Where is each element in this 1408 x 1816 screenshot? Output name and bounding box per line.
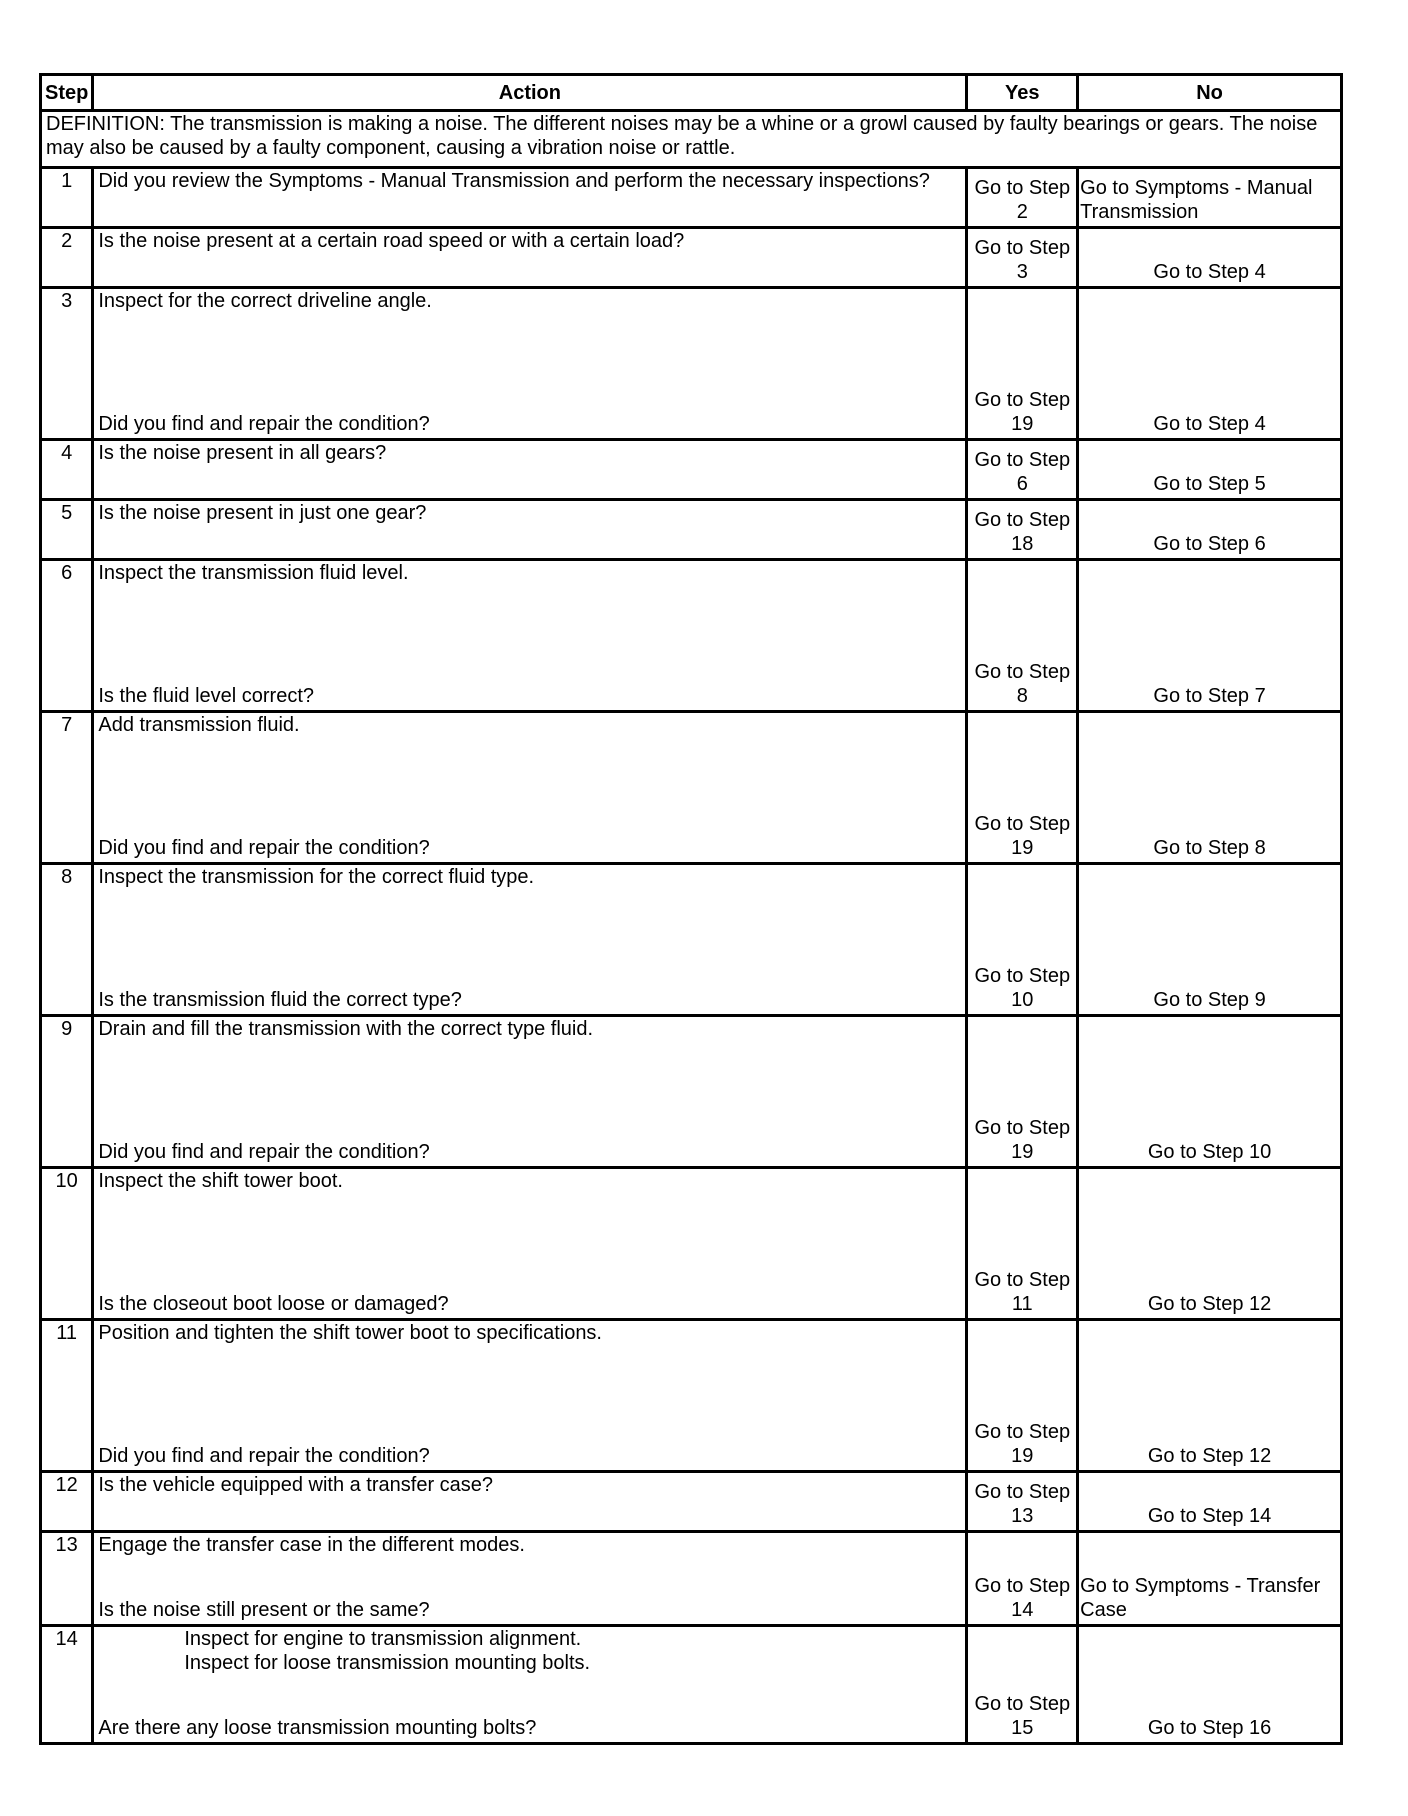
no-text: Go to Step 5 xyxy=(1153,473,1266,495)
header-action: Action xyxy=(93,75,967,111)
no-cell xyxy=(1078,228,1342,288)
table-row xyxy=(41,228,1342,288)
yes-cell xyxy=(967,864,1078,1016)
yes-text: Go to Step 11 xyxy=(974,1269,1071,1315)
yes-cell xyxy=(967,1626,1078,1744)
action-question: Did you find and repair the condition? xyxy=(98,837,430,859)
step-number: 6 xyxy=(41,560,93,712)
action-text: Engage the transfer case in the different modes. xyxy=(98,1534,525,1556)
no-cell xyxy=(1078,1320,1342,1472)
yes-text: Go to Step 15 xyxy=(974,1693,1071,1739)
yes-cell xyxy=(967,1168,1078,1320)
action-question: Is the closeout boot loose or damaged? xyxy=(98,1293,449,1315)
yes-cell xyxy=(967,560,1078,712)
no-cell xyxy=(1078,712,1342,864)
action-question: Is the fluid level correct? xyxy=(98,685,315,707)
no-text: Go to Step 12 xyxy=(1147,1445,1272,1467)
yes-cell xyxy=(967,440,1078,500)
no-text: Go to Step 6 xyxy=(1153,533,1266,555)
no-text: Go to Step 10 xyxy=(1147,1141,1272,1163)
header-no: No xyxy=(1078,75,1342,111)
diagnostic-table xyxy=(39,73,1343,1745)
step-number: 9 xyxy=(41,1016,93,1168)
yes-text: Go to Step 19 xyxy=(974,389,1071,435)
yes-text: Go to Step 18 xyxy=(974,509,1071,555)
action-question: Is the noise still present or the same? xyxy=(98,1599,430,1621)
action-text: Is the noise present in just one gear? xyxy=(98,502,427,524)
no-text: Go to Step 8 xyxy=(1153,837,1266,859)
table-row xyxy=(41,440,1342,500)
action-cell xyxy=(93,228,967,288)
table-row xyxy=(41,500,1342,560)
yes-text: Go to Step 19 xyxy=(974,813,1071,859)
action-text: Is the noise present at a certain road speed or with a certain load? xyxy=(98,230,685,252)
step-number: 2 xyxy=(41,228,93,288)
action-cell xyxy=(93,440,967,500)
action-text: Position and tighten the shift tower boot to specifications. xyxy=(98,1322,602,1344)
action-cell xyxy=(93,1626,967,1744)
yes-cell xyxy=(967,228,1078,288)
table-header-row xyxy=(41,75,1342,111)
action-text: Add transmission fluid. xyxy=(98,714,300,736)
table-row xyxy=(41,1626,1342,1744)
table-row xyxy=(41,1016,1342,1168)
action-text: Inspect the transmission fluid level. xyxy=(98,562,409,584)
definition-text: DEFINITION: The transmission is making a noise. The different noises may be a whine or a growl caused by faulty bearings or gears. The noise may also be caused by a faulty component, causing a vibration noise or rattle. xyxy=(41,111,1342,168)
no-cell xyxy=(1078,500,1342,560)
action-cell xyxy=(93,712,967,864)
action-cell xyxy=(93,1320,967,1472)
yes-text: Go to Step 13 xyxy=(974,1481,1071,1527)
action-text: Did you review the Symptoms - Manual Transmission and perform the necessary inspections? xyxy=(98,170,930,192)
no-text: Go to Step 4 xyxy=(1153,261,1266,283)
action-text: Inspect for engine to transmission alignment. xyxy=(184,1628,582,1650)
table-row xyxy=(41,288,1342,440)
no-cell xyxy=(1078,440,1342,500)
step-number: 3 xyxy=(41,288,93,440)
yes-cell xyxy=(967,1016,1078,1168)
action-question: Is the transmission fluid the correct type? xyxy=(98,989,462,1011)
yes-text: Go to Step 3 xyxy=(974,237,1071,283)
yes-cell xyxy=(967,712,1078,864)
no-text: Go to Symptoms - Transfer Case xyxy=(1080,1575,1321,1621)
no-cell xyxy=(1078,1016,1342,1168)
action-cell xyxy=(93,1168,967,1320)
step-number: 1 xyxy=(41,168,93,228)
table-row xyxy=(41,712,1342,864)
yes-cell xyxy=(967,1472,1078,1532)
action-cell xyxy=(93,1472,967,1532)
yes-text: Go to Step 14 xyxy=(974,1575,1071,1621)
no-text: Go to Step 16 xyxy=(1147,1717,1272,1739)
step-number: 5 xyxy=(41,500,93,560)
yes-cell xyxy=(967,168,1078,228)
action-question: Are there any loose transmission mounting bolts? xyxy=(98,1717,537,1739)
action-cell xyxy=(93,1532,967,1626)
table-row xyxy=(41,864,1342,1016)
diagnostic-page xyxy=(39,73,1343,1745)
no-cell xyxy=(1078,864,1342,1016)
step-number: 14 xyxy=(41,1626,93,1744)
action-text: Drain and fill the transmission with the correct type fluid. xyxy=(98,1018,594,1040)
yes-cell xyxy=(967,1320,1078,1472)
step-number: 4 xyxy=(41,440,93,500)
action-text: Is the vehicle equipped with a transfer case? xyxy=(98,1474,494,1496)
yes-text: Go to Step 8 xyxy=(974,661,1071,707)
step-number: 11 xyxy=(41,1320,93,1472)
table-row xyxy=(41,1320,1342,1472)
no-text: Go to Step 12 xyxy=(1147,1293,1272,1315)
header-yes: Yes xyxy=(967,75,1078,111)
step-number: 13 xyxy=(41,1532,93,1626)
action-question: Did you find and repair the condition? xyxy=(98,1445,430,1467)
yes-text: Go to Step 2 xyxy=(974,177,1071,223)
no-cell xyxy=(1078,1626,1342,1744)
action-cell xyxy=(93,500,967,560)
action-text: Inspect for the correct driveline angle. xyxy=(98,290,432,312)
definition-row xyxy=(41,111,1342,168)
table-row xyxy=(41,1472,1342,1532)
action-text: Inspect for loose transmission mounting bolts. xyxy=(184,1652,591,1674)
no-text: Go to Step 14 xyxy=(1147,1505,1272,1527)
yes-text: Go to Step 10 xyxy=(974,965,1071,1011)
no-text: Go to Step 9 xyxy=(1153,989,1266,1011)
no-text: Go to Step 7 xyxy=(1153,685,1266,707)
table-row xyxy=(41,560,1342,712)
table-row xyxy=(41,1168,1342,1320)
no-cell xyxy=(1078,1168,1342,1320)
no-cell xyxy=(1078,1472,1342,1532)
yes-cell xyxy=(967,288,1078,440)
no-cell xyxy=(1078,560,1342,712)
header-step: Step xyxy=(41,75,93,111)
no-cell xyxy=(1078,1532,1342,1626)
no-cell xyxy=(1078,288,1342,440)
no-text: Go to Symptoms - Manual Transmission xyxy=(1080,177,1313,223)
action-cell xyxy=(93,560,967,712)
step-number: 12 xyxy=(41,1472,93,1532)
yes-text: Go to Step 6 xyxy=(974,449,1071,495)
no-cell xyxy=(1078,168,1342,228)
action-text: Inspect the shift tower boot. xyxy=(98,1170,343,1192)
step-number: 10 xyxy=(41,1168,93,1320)
action-text: Inspect the transmission for the correct fluid type. xyxy=(98,866,535,888)
yes-text: Go to Step 19 xyxy=(974,1117,1071,1163)
step-number: 7 xyxy=(41,712,93,864)
table-row xyxy=(41,1532,1342,1626)
yes-cell xyxy=(967,500,1078,560)
action-cell xyxy=(93,288,967,440)
action-text: Is the noise present in all gears? xyxy=(98,442,387,464)
action-question: Did you find and repair the condition? xyxy=(98,413,430,435)
yes-cell xyxy=(967,1532,1078,1626)
step-number: 8 xyxy=(41,864,93,1016)
table-row xyxy=(41,168,1342,228)
action-cell xyxy=(93,864,967,1016)
action-question: Did you find and repair the condition? xyxy=(98,1141,430,1163)
action-cell xyxy=(93,168,967,228)
no-text: Go to Step 4 xyxy=(1153,413,1266,435)
yes-text: Go to Step 19 xyxy=(974,1421,1071,1467)
action-cell xyxy=(93,1016,967,1168)
